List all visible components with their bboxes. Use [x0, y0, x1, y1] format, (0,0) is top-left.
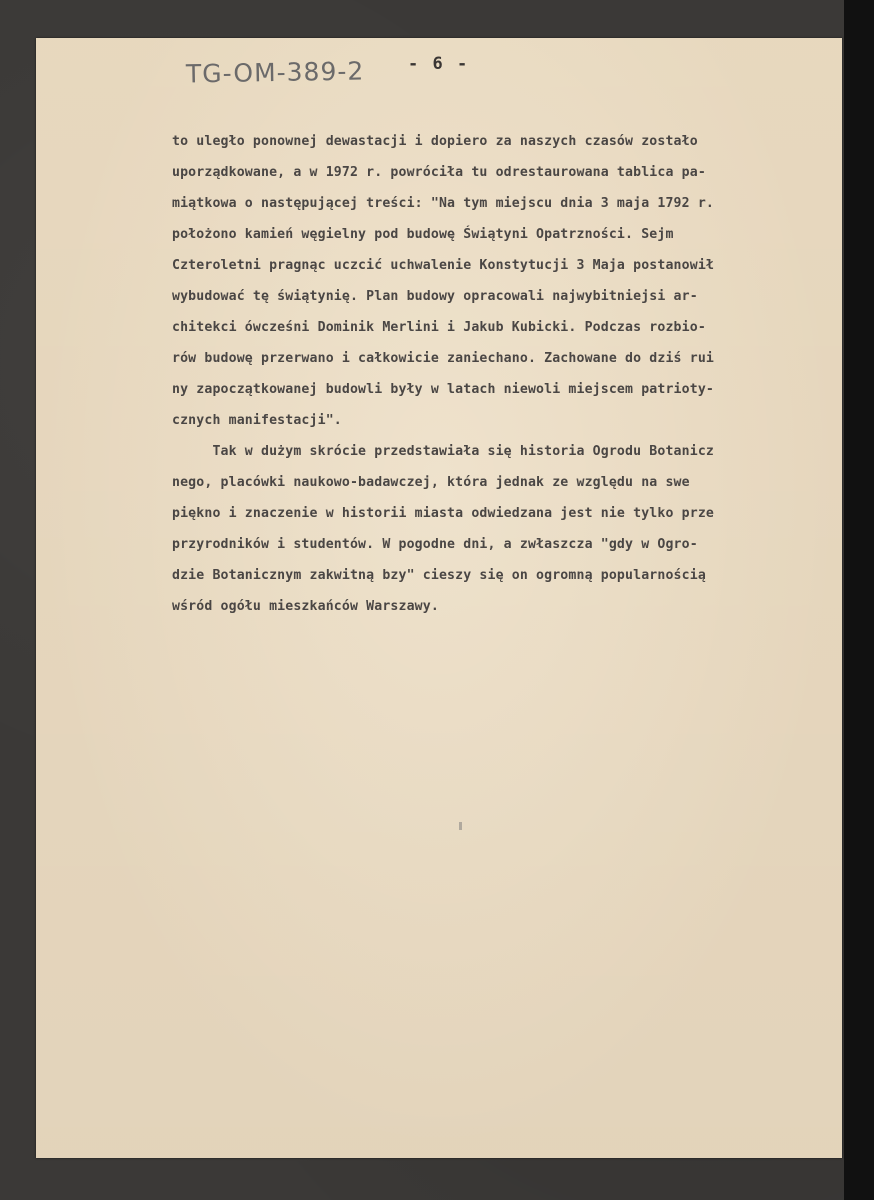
text-line: miątkowa o następującej treści: "Na tym miejscu dnia 3 maja 1792 r. — [172, 196, 714, 211]
text-line: przyrodników i studentów. W pogodne dni, a zwłaszcza "gdy w Ogro- — [172, 537, 698, 552]
paper-speck — [459, 822, 462, 830]
page-number: - 6 - — [408, 54, 470, 74]
text-line: chitekci ówcześni Dominik Merlini i Jakub Kubicki. Podczas rozbio- — [172, 320, 706, 335]
text-line: to uległo ponownej dewastacji i dopiero za naszych czasów zostało — [172, 134, 698, 149]
text-line: nego, placówki naukowo-badawczej, która jednak ze względu na swe — [172, 475, 690, 490]
text-line: cznych manifestacji". — [172, 413, 342, 428]
text-line: ny zapoczątkowanej budowli były w latach niewoli miejscem patrioty- — [172, 382, 714, 397]
text-line: Tak w dużym skrócie przedstawiała się historia Ogrodu Botanicz — [172, 444, 714, 459]
text-line: Czteroletni pragnąc uczcić uchwalenie Konstytucji 3 Maja postanowił — [172, 258, 714, 273]
text-line: dzie Botanicznym zakwitną bzy" cieszy się on ogromną popularnością — [172, 568, 706, 583]
text-line: uporządkowane, a w 1972 r. powróciła tu odrestaurowana tablica pa- — [172, 165, 706, 180]
text-line: piękno i znaczenie w historii miasta odwiedzana jest nie tylko prze — [172, 506, 714, 521]
text-line: położono kamień węgielny pod budowę Świątyni Opatrzności. Sejm — [172, 227, 674, 242]
document-page — [36, 38, 842, 1158]
handwritten-reference: TG-OM-389-2 — [185, 56, 365, 89]
text-line: wybudować tę świątynię. Plan budowy opracowali najwybitniejsi ar- — [172, 289, 698, 304]
text-line: wśród ogółu mieszkańców Warszawy. — [172, 599, 439, 614]
scan-edge-strip — [844, 0, 874, 1200]
text-line: rów budowę przerwano i całkowicie zaniechano. Zachowane do dziś rui — [172, 351, 714, 366]
